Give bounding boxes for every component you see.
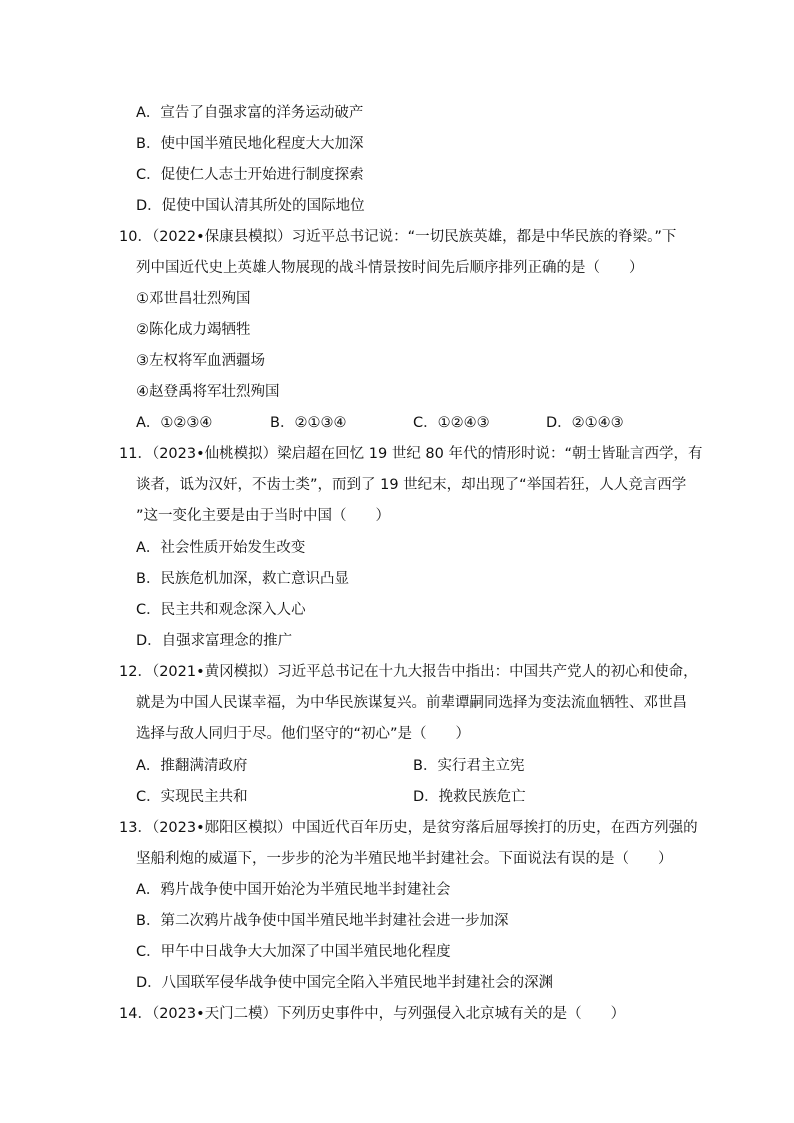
q13-option-d: D．八国联军侵华战争使中国完全陷入半殖民地半封建社会的深渊 [136,975,554,991]
q12-stem-line-2: 就是为中国人民谋幸福，为中华民族谋复兴。前辈谭嗣同选择为变法流血牺牲、邓世昌 [136,695,687,711]
q10-option-b: B．②①③④ [270,415,347,431]
q13-option-b: B．第二次鸦片战争使中国半殖民地半封建社会进一步加深 [136,913,509,929]
q11-stem-line-3: ”这一变化主要是由于当时中国（ ） [136,508,391,524]
q10-option-c: C．①②④③ [413,415,490,431]
q9-option-a: A．宣告了自强求富的洋务运动破产 [136,105,364,121]
q12-stem-line-1: 12．（2021•黄冈模拟）习近平总书记在十九大报告中指出：中国共产党人的初心和使命， [119,664,698,680]
q10-option-d: D．②①④③ [546,415,624,431]
q12-option-d: D．挽救民族危亡 [413,789,526,805]
q11-option-d: D．自强求富理念的推广 [136,633,293,649]
q10-item-3: ③左权将军血洒疆场 [136,353,265,369]
q10-item-4: ④赵登禹将军壮烈殉国 [136,384,280,400]
q13-option-a: A．鸦片战争使中国开始沦为半殖民地半封建社会 [136,882,451,898]
q12-options-row-2 [0,787,794,807]
q11-option-c: C．民主共和观念深入人心 [136,602,306,618]
q10-stem-line-1: 10．（2022•保康县模拟）习近平总书记说：“一切民族英雄，都是中华民族的脊梁。”下 [119,229,677,245]
q13-stem-line-2: 坚船利炮的威逼下，一步步的沦为半殖民地半封建社会。下面说法有误的是（ ） [136,851,673,867]
q11-stem-line-1: 11．（2023•仙桃模拟）梁启超在回忆 19 世纪 80 年代的情形时说：“朝士皆耻言西学，有 [119,446,703,462]
q12-option-b: B．实行君主立宪 [413,758,525,774]
q10-item-2: ②陈化成力竭牺牲 [136,322,251,338]
q9-option-d: D．促使中国认清其所处的国际地位 [136,198,365,214]
q11-stem-line-2: 谈者，诋为汉奸，不齿士类”，而到了 19 世纪末，却出现了“举国若狂，人人竞言西学 [136,477,687,493]
q13-stem-line-1: 13．（2023•郧阳区模拟）中国近代百年历史，是贫穷落后屈辱挨打的历史，在西方列强的 [119,820,698,836]
q14-stem-line-1: 14．（2023•天门二模）下列历史事件中，与列强侵入北京城有关的是（ ） [119,1006,626,1022]
q10-item-1: ①邓世昌壮烈殉国 [136,291,251,307]
q10-options-row [0,413,794,433]
q9-option-b: B．使中国半殖民地化程度大大加深 [136,136,364,152]
q11-option-a: A．社会性质开始发生改变 [136,540,306,556]
q11-option-b: B．民族危机加深，救亡意识凸显 [136,571,349,587]
q9-option-c: C．促使仁人志士开始进行制度探索 [136,167,364,183]
q12-stem-line-3: 选择与敌人同归于尽。他们坚守的“初心”是（ ） [136,726,471,742]
q10-stem-line-2: 列中国近代史上英雄人物展现的战斗情景按时间先后顺序排列正确的是（ ） [136,260,644,276]
q12-options-row-1 [0,756,794,776]
q13-option-c: C．甲午中日战争大大加深了中国半殖民地化程度 [136,944,451,960]
q12-option-c: C．实现民主共和 [136,789,248,805]
q12-option-a: A．推翻满清政府 [136,758,248,774]
q10-option-a: A．①②③④ [136,415,213,431]
